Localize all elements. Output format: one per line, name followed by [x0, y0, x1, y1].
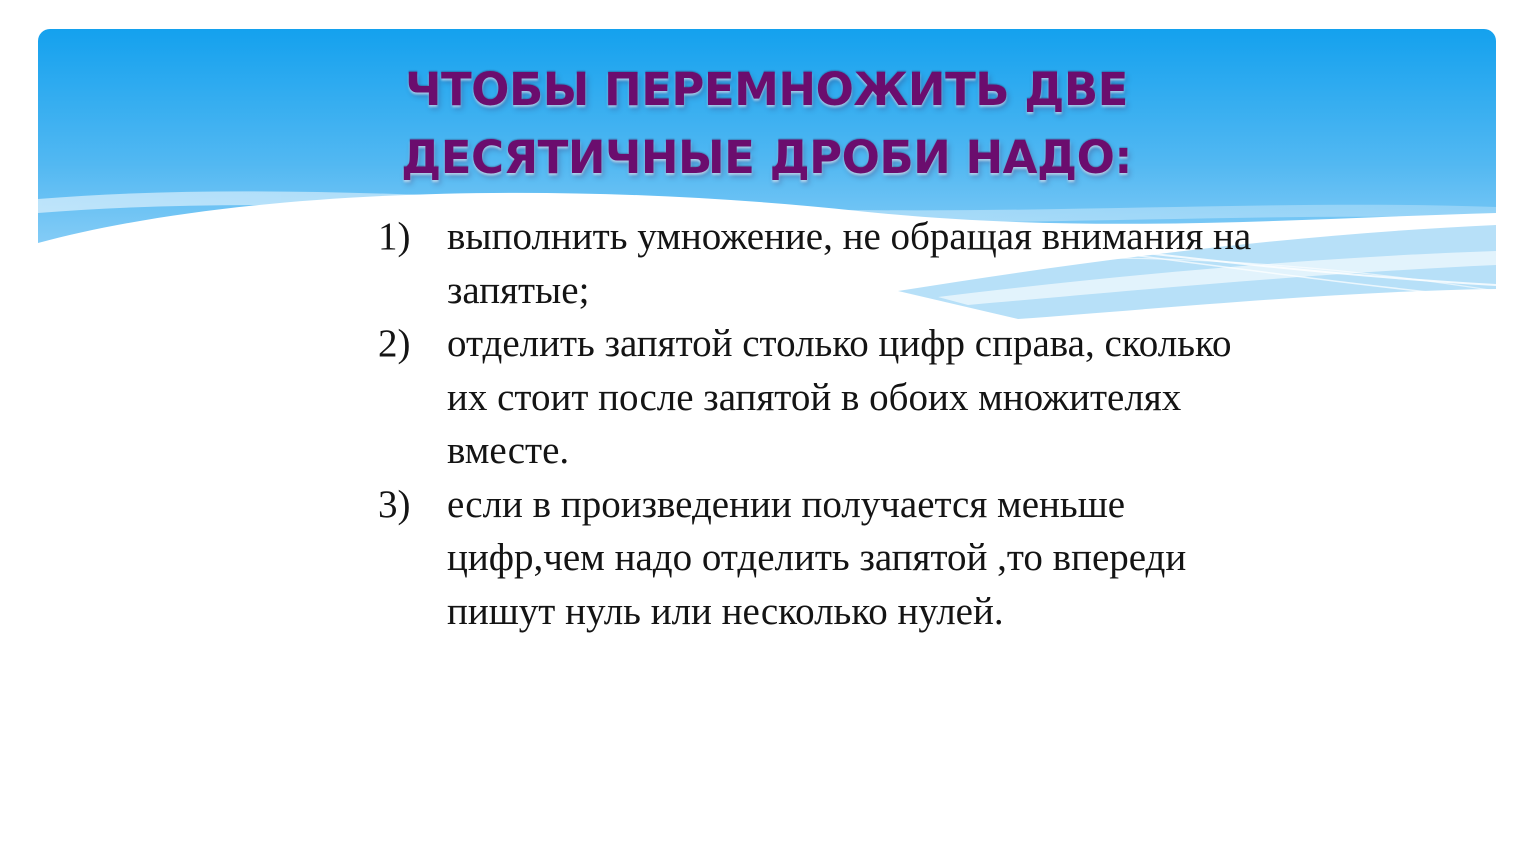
- steps-list: [378, 210, 1258, 638]
- step-item: [378, 317, 1258, 478]
- step-text: если в произведении получается меньше цифр,чем надо отделить запятой ,то впереди пишут нуль или несколько нулей.: [447, 482, 1187, 633]
- step-item: [378, 210, 1258, 317]
- title-line-2: ДЕСЯТИЧНЫЕ ДРОБИ НАДО:: [401, 131, 1132, 184]
- step-item: [378, 478, 1258, 639]
- slide-title: [300, 56, 1233, 192]
- step-text: выполнить умножение, не обращая внимания на запятые;: [447, 215, 1252, 312]
- step-number: 1): [378, 215, 411, 258]
- step-text: отделить запятой столько цифр справа, сколько их стоит после запятой в обоих множителях вместе.: [447, 322, 1232, 472]
- title-line-1: ЧТОБЫ ПЕРЕМНОЖИТЬ ДВЕ: [405, 63, 1128, 116]
- step-number: 2): [378, 322, 411, 365]
- step-number: 3): [378, 482, 411, 526]
